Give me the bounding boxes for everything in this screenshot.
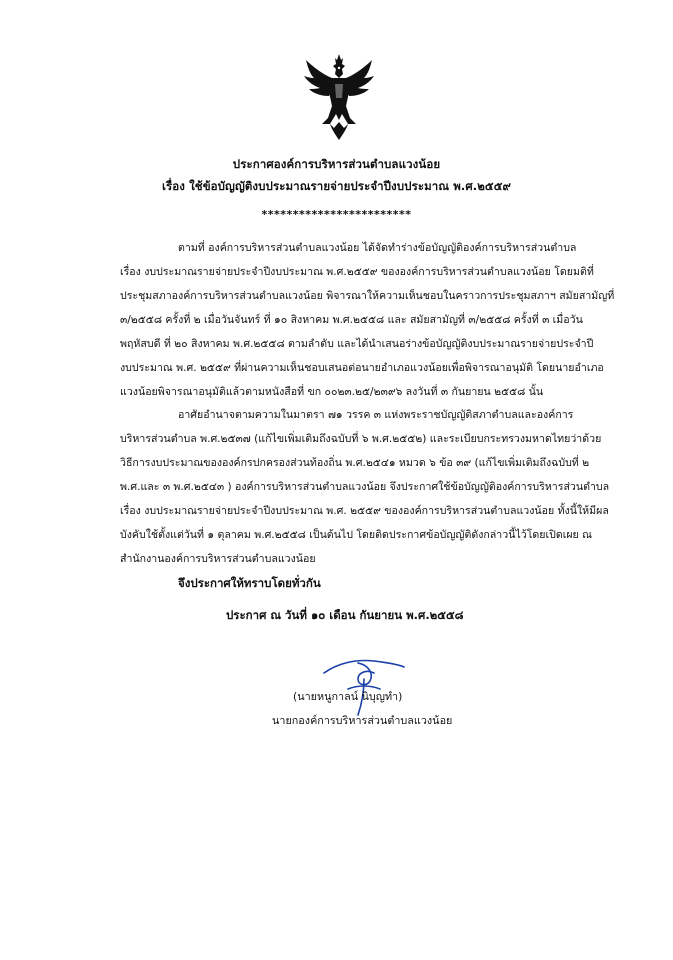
paragraph-line: แวงน้อยพิจารณาอนุมัติแล้วตามหนังสือที่ ขก ๐๐๒๓.๒๕/๒๓๙๖ ลงวันที่ ๓ กันยายน ๒๕๕๘ นั้น [120,386,544,398]
star-separator: ************************ [261,208,412,221]
paragraph-line: พฤหัสบดี ที่ ๒๐ สิงหาคม พ.ศ.๒๕๕๘ ตามลำดับ และได้นำเสนอร่างข้อบัญญัติงบประมาณรายจ่ายประจำปี [120,338,594,350]
announcement-title: ประกาศองค์การบริหารส่วนตำบลแวงน้อย [232,157,441,171]
handwritten-signature-icon [318,655,408,717]
paragraph-line: ตามที่ องค์การบริหารส่วนตำบลแวงน้อย ได้จัดทำร่างข้อบัญญัติองค์การบริหารส่วนตำบล [178,242,577,254]
signer-title: นายกองค์การบริหารส่วนตำบลแวงน้อย [272,714,453,727]
garuda-emblem-icon [302,52,376,142]
announcement-subject: เรื่อง ใช้ข้อบัญญัติงบประมาณรายจ่ายประจำปีงบประมาณ พ.ศ.๒๕๕๙ [161,179,512,193]
paragraph-line: วิธีการงบประมาณขององค์กรปกครองส่วนท้องถิ่น พ.ศ.๒๕๔๑ หมวด ๖ ข้อ ๓๙ (แก้ไขเพิ่มเติมถึงฉบับที่ ๒ [120,457,590,469]
paragraph-line: เรื่อง งบประมาณรายจ่ายประจำปีงบประมาณ พ.ศ. ๒๕๕๙ ขององค์การบริหารส่วนตำบลแวงน้อย ทั้งนี้ให้มีผล [120,505,609,517]
paragraph-line: อาศัยอำนาจตามความในมาตรา ๗๑ วรรค ๓ แห่งพระราชบัญญัติสภาตำบลและองค์การ [178,409,574,421]
paragraph-line: ๓/๒๕๕๘ ครั้งที่ ๒ เมื่อวันจันทร์ ที่ ๑๐ สิงหาคม พ.ศ.๒๕๕๘ และ สมัยสามัญที่ ๓/๒๕๕๘ ครั้งที่ ๓ เมื่อวัน [120,314,583,326]
paragraph-line: สำนักงานองค์การบริหารส่วนตำบลแวงน้อย [120,553,316,565]
paragraph-line: ประชุมสภาองค์การบริหารส่วนตำบลแวงน้อย พิจารณาให้ความเห็นชอบในคราวการประชุมสภาฯ สมัยสามัญที่ [120,290,615,302]
paragraph-line: งบประมาณ พ.ศ. ๒๕๕๙ ที่ผ่านความเห็นชอบเสนอต่อนายอำเภอแวงน้อยเพื่อพิจารณาอนุมัติ โดยนายอำเภอ [120,362,604,374]
paragraph-line: บังคับใช้ตั้งแต่วันที่ ๑ ตุลาคม พ.ศ.๒๕๕๘ เป็นต้นไป โดยติดประกาศข้อบัญญัติดังกล่าวนี้ไว้โดยเปิดเผย ณ [120,529,592,541]
signer-name: (นายหนูกาลน์ นิบุญทำ) [293,690,403,703]
announcement-date: ประกาศ ณ วันที่ ๑๐ เดือน กันยายน พ.ศ.๒๕๕๘ [226,608,464,622]
paragraph-line: พ.ศ.และ ๓ พ.ศ.๒๕๔๓ ) องค์การบริหารส่วนตำบลแวงน้อย จึงประกาศใช้ข้อบัญญัติองค์การบริหารส่วนตำบล [120,481,610,493]
paragraph-line: บริหารส่วนตำบล พ.ศ.๒๕๓๗ (แก้ไขเพิ่มเติมถึงฉบับที่ ๖ พ.ศ.๒๕๕๒) และระเบียบกระทรวงมหาดไทยว่าด้วย [120,433,602,445]
closing-statement: จึงประกาศให้ทราบโดยทั่วกัน [178,576,321,590]
paragraph-line: เรื่อง งบประมาณรายจ่ายประจำปีงบประมาณ พ.ศ.๒๕๕๙ ขององค์การบริหารส่วนตำบลแวงน้อย โดยมติที่ [120,266,594,278]
